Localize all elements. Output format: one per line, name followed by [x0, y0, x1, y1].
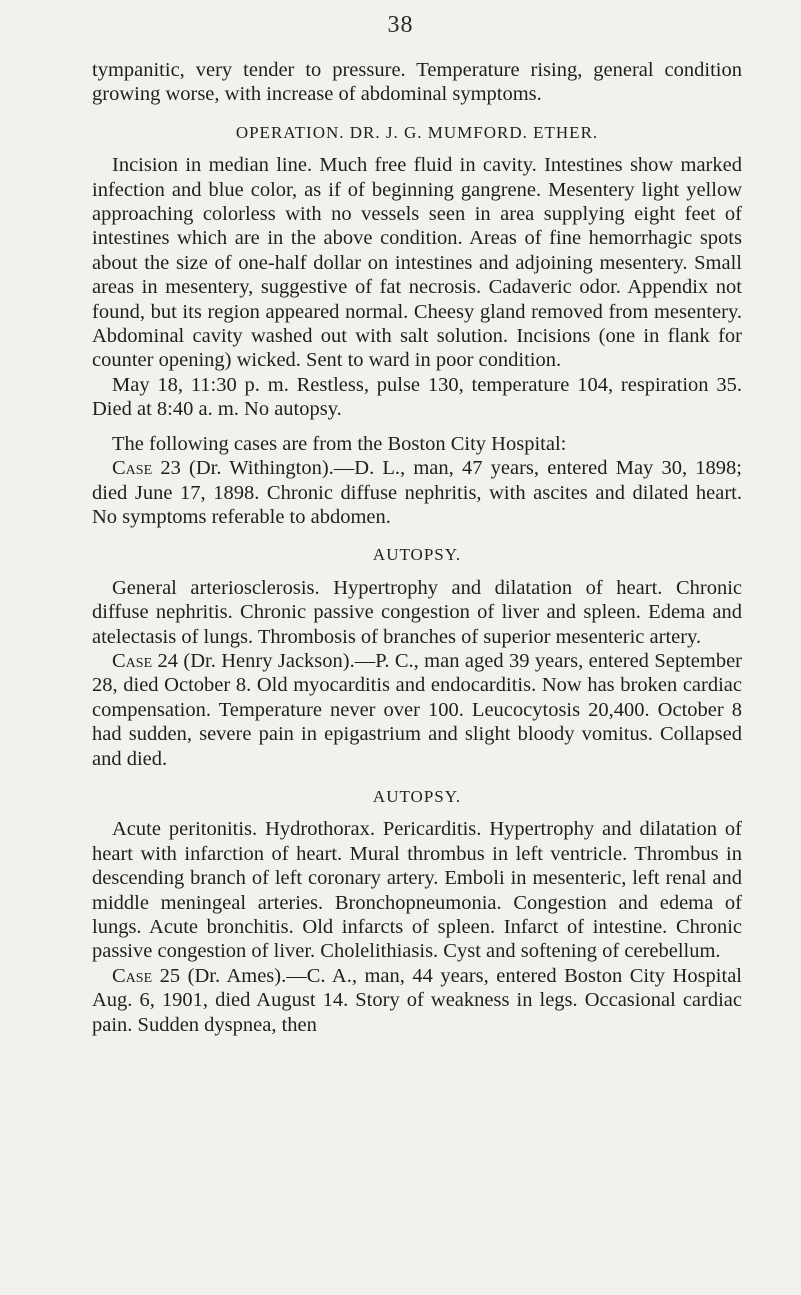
autopsy-heading-1: AUTOPSY.: [372, 545, 462, 565]
case-25-text: 25 (Dr. Ames).—C. A., man, 44 years, entered Boston City Hospital Aug. 6, 1901, died August 14. Story of weakness in legs. Occasional cardiac pain. Sudden dyspnea, then: [92, 964, 742, 1036]
case-23-label: Case: [112, 457, 153, 480]
paragraph-outcome: May 18, 11:30 p. m. Restless, pulse 130, temperature 104, respiration 35. Died at 8:40 a. m. No autopsy.: [92, 373, 742, 421]
paragraph-case-25: [92, 964, 742, 1037]
page-number: 38: [387, 12, 414, 38]
paragraph-symptoms: tympanitic, very tender to pressure. Temperature rising, general condition growing worse, with increase of abdominal symptoms.: [92, 59, 742, 106]
paragraph-operation-findings: Incision in median line. Much free fluid in cavity. Intestines show marked infection and blue color, as if of beginning gangrene. Mesentery light yellow approaching colorless with no vessels seen in area supplying eight feet of intestines which are in the above condition. Areas of fine hemorrhagic spots about the size of one-half dollar on intestines and adjoining mesentery. Small areas in mesentery, suggestive of fat necrosis. Cadaveric odor. Appendix not found, but its region appeared normal. Cheesy gland removed from mesentery. Abdominal cavity washed out with salt solution. Incisions (one in flank for counter opening) wicked. Sent to ward in poor condition.: [92, 154, 742, 372]
paragraph-case-24: [92, 649, 742, 771]
case-25-label: Case: [112, 964, 153, 987]
paragraph-boston-cases-intro: The following cases are from the Boston City Hospital:: [112, 432, 567, 455]
paragraph-autopsy-1: General arteriosclerosis. Hypertrophy and dilatation of heart. Chronic diffuse nephritis. Chronic passive congestion of liver and spleen. Edema and atelectasis of lungs. Thrombosis of branches of superior mesenteric artery.: [92, 576, 742, 648]
document-body: [92, 58, 742, 1037]
paragraph-autopsy-2: Acute peritonitis. Hydrothorax. Pericarditis. Hypertrophy and dilatation of heart with infarction of heart. Mural thrombus in left ventricle. Thrombus in descending branch of left coronary artery. Emboli in mesenteric, left renal and middle meningeal arteries. Bronchopneumonia. Congestion and edema of lungs. Acute bronchitis. Old infarcts of spleen. Infarct of intestine. Chronic passive congestion of liver. Cholelithiasis. Cyst and softening of cerebellum.: [92, 818, 742, 963]
operation-heading: OPERATION. DR. J. G. MUMFORD. ETHER.: [235, 122, 599, 142]
case-24-text: 24 (Dr. Henry Jackson).—P. C., man aged 39 years, entered September 28, died October 8. Old myocarditis and endocarditis. Now has broken cardiac compensation. Temperature never over 100. Leucocytosis 20,400. October 8 had sudden, severe pain in epigastrium and slight bloody vomitus. Collapsed and died.: [92, 649, 742, 770]
case-23-text: 23 (Dr. Withington).—D. L., man, 47 years, entered May 30, 1898; died June 17, 1898. Chronic diffuse nephritis, with ascites and dilated heart. No symptoms referable to abdomen.: [92, 457, 742, 528]
paragraph-case-23: [92, 456, 742, 529]
case-24-label: Case: [112, 649, 153, 672]
autopsy-heading-2: AUTOPSY.: [372, 786, 462, 806]
